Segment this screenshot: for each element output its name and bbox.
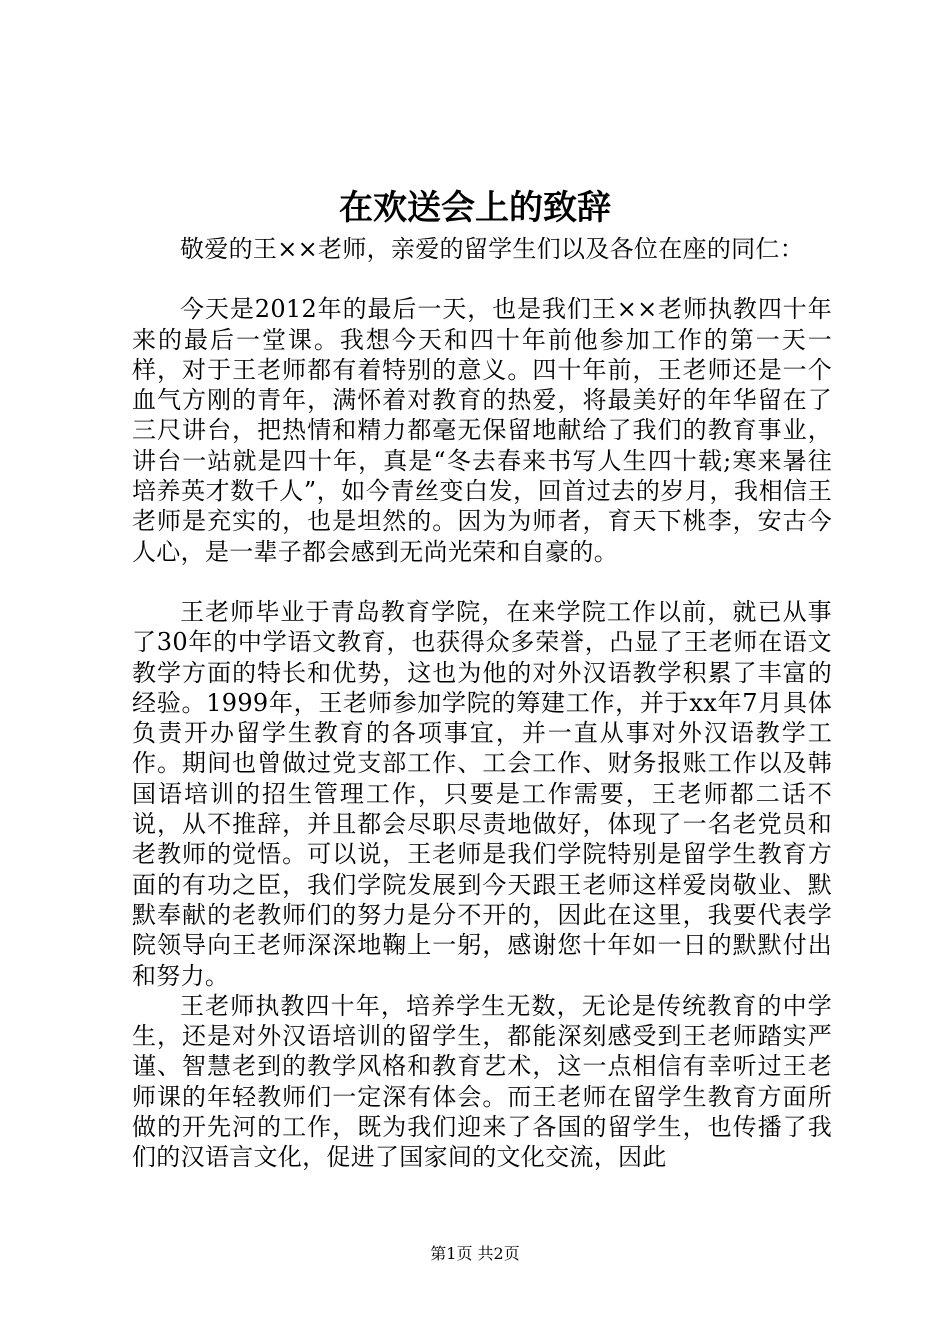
paragraph-gap — [132, 264, 832, 294]
paragraph-gap — [132, 567, 832, 597]
page-footer: 第1页 共2页 — [430, 1244, 520, 1263]
paragraph: 王老师执教四十年，培养学生无数，无论是传统教育的中学生，还是对外汉语培训的留学生，都能深刻感受到王老师踏实严谨、智慧老到的教学风格和教育艺术，这一点相信有幸听过王老师课的年轻教师们一定深有体会。而王老师在留学生教育方面所做的开先河的工作，既为我们迎来了各国的留学生，也传播了我们的汉语言文化，促进了国家间的文化交流，因此 — [132, 991, 832, 1172]
paragraph: 王老师毕业于青岛教育学院，在来学院工作以前，就已从事了30年的中学语文教育，也获得众多荣誉，凸显了王老师在语文教学方面的特长和优势，这也为他的对外汉语教学积累了丰富的经验。1999年，王老师参加学院的筹建工作，并于xx年7月具体负责开办留学生教育的各项事宜，并一直从事对外汉语教学工作。期间也曾做过党支部工作、工会工作、财务报账工作以及韩国语培训的招生管理工作，只要是工作需要，王老师都二话不说，从不推辞，并且都会尽职尽责地做好，体现了一名老党员和老教师的觉悟。可以说，王老师是我们学院特别是留学生教育方面的有功之臣，我们学院发展到今天跟王老师这样爱岗敬业、默默奉献的老教师们的努力是分不开的，因此在这里，我要代表学院领导向王老师深深地鞠上一躬，感谢您十年如一日的默默付出和努力。 — [132, 597, 832, 990]
document-body — [132, 234, 832, 1173]
page-title: 在欢送会上的致辞 — [339, 188, 611, 228]
salutation: 敬爱的王××老师，亲爱的留学生们以及各位在座的同仁： — [180, 235, 805, 263]
paragraph: 今天是2012年的最后一天，也是我们王××老师执教四十年来的最后一堂课。我想今天和四十年前他参加工作的第一天一样，对于王老师都有着特别的意义。四十年前，王老师还是一个血气方刚的青年，满怀着对教育的热爱，将最美好的年华留在了三尺讲台，把热情和精力都毫无保留地献给了我们的教育事业，讲台一站就是四十年，真是“冬去春来书写人生四十载;寒来暑往培养英才数千人”，如今青丝变白发，回首过去的岁月，我相信王老师是充实的，也是坦然的。因为为师者，育天下桃李，安古今人心，是一辈子都会感到无尚光荣和自豪的。 — [132, 295, 832, 566]
